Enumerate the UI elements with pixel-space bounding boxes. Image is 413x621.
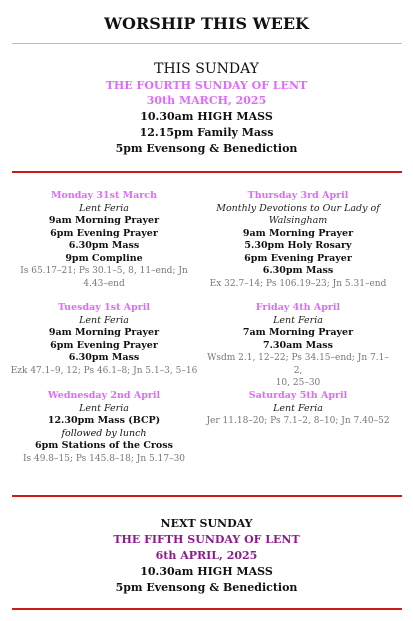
day-feria: Monthly Devotions to Our Lady of (216, 202, 380, 214)
next-sunday-section (0, 516, 413, 596)
day-service: 6pm Evening Prayer (50, 227, 158, 239)
day-readings: 10, 25–30 (275, 378, 321, 388)
this-sunday-service: 10.30am HIGH MASS (140, 110, 273, 123)
day-note: followed by lunch (61, 427, 147, 439)
this-sunday-section (0, 61, 413, 157)
day-name: Friday 4th April (255, 302, 341, 313)
next-sunday-name: THE FIFTH SUNDAY OF LENT (113, 533, 300, 546)
day-feria: Lent Feria (79, 202, 129, 214)
section-divider (12, 608, 402, 610)
day-readings: Jer 11.18–20; Ps 7.1–2, 8–10; Jn 7.40–52 (206, 416, 390, 426)
day-service: 9am Morning Prayer (48, 215, 160, 226)
day-service: 6pm Stations of the Cross (35, 440, 173, 451)
day-service: 9pm Compline (65, 252, 143, 264)
day-readings: Ezk 47.1–9, 12; Ps 46.1–8; Jn 5.1–3, 5–16 (10, 365, 198, 376)
page-title: WORSHIP THIS WEEK (104, 14, 309, 33)
day-name: Monday 31st March (50, 190, 158, 201)
day-readings: 4.43–end (83, 278, 125, 289)
this-sunday-label: THIS SUNDAY (154, 61, 259, 77)
day-block-friday (204, 302, 392, 390)
this-sunday-name: THE FOURTH SUNDAY OF LENT (105, 79, 308, 92)
day-block-saturday (204, 390, 392, 428)
day-service: 6.30pm Mass (68, 240, 140, 251)
day-service: 9am Morning Prayer (48, 327, 160, 338)
day-block-monday (10, 190, 198, 290)
day-feria: Lent Feria (79, 402, 129, 414)
day-readings: Ex 32.7–14; Ps 106.19–23; Jn 5.31–end (209, 278, 387, 289)
this-sunday-service: 5pm Evensong & Benediction (115, 142, 298, 155)
day-feria: Lent Feria (273, 402, 323, 414)
this-sunday-date: 30th MARCH, 2025 (146, 94, 267, 107)
day-service: 12.30pm Mass (BCP) (47, 415, 161, 426)
day-name: Wednesday 2nd April (47, 390, 161, 401)
day-service: 6pm Evening Prayer (244, 252, 352, 264)
next-sunday-service: 5pm Evensong & Benediction (115, 581, 298, 594)
day-feria: Lent Feria (79, 314, 129, 326)
next-sunday-service: 10.30am HIGH MASS (140, 565, 273, 578)
section-divider (12, 171, 402, 173)
day-service: 5.30pm Holy Rosary (244, 240, 352, 251)
day-name: Thursday 3rd April (247, 190, 349, 201)
day-service: 6pm Evening Prayer (50, 339, 158, 351)
day-readings: Is 49.8–15; Ps 145.8–18; Jn 5.17–30 (22, 453, 186, 464)
day-feria: Walsingham (268, 215, 328, 226)
title-divider (12, 43, 402, 44)
next-sunday-label: NEXT SUNDAY (160, 517, 253, 530)
day-block-tuesday (10, 302, 198, 377)
day-service: 6.30pm Mass (68, 352, 140, 363)
day-name: Saturday 5th April (248, 390, 348, 401)
day-service: 6.30pm Mass (262, 265, 334, 276)
day-readings: Wsdm 2.1, 12–22; Ps 34.15–end; Jn 7.1–2, (207, 353, 389, 376)
day-block-thursday (204, 190, 392, 290)
day-block-wednesday (10, 390, 198, 465)
section-divider (12, 495, 402, 497)
day-readings: Is 65.17–21; Ps 30.1–5, 8, 11–end; Jn (20, 266, 188, 276)
day-feria: Lent Feria (273, 314, 323, 326)
this-sunday-service: 12.15pm Family Mass (139, 126, 274, 139)
day-service: 7am Morning Prayer (242, 327, 354, 338)
day-service: 7.30am Mass (262, 339, 334, 351)
next-sunday-date: 6th APRIL, 2025 (155, 549, 258, 562)
day-name: Tuesday 1st April (57, 302, 150, 313)
day-service: 9am Morning Prayer (242, 227, 354, 239)
